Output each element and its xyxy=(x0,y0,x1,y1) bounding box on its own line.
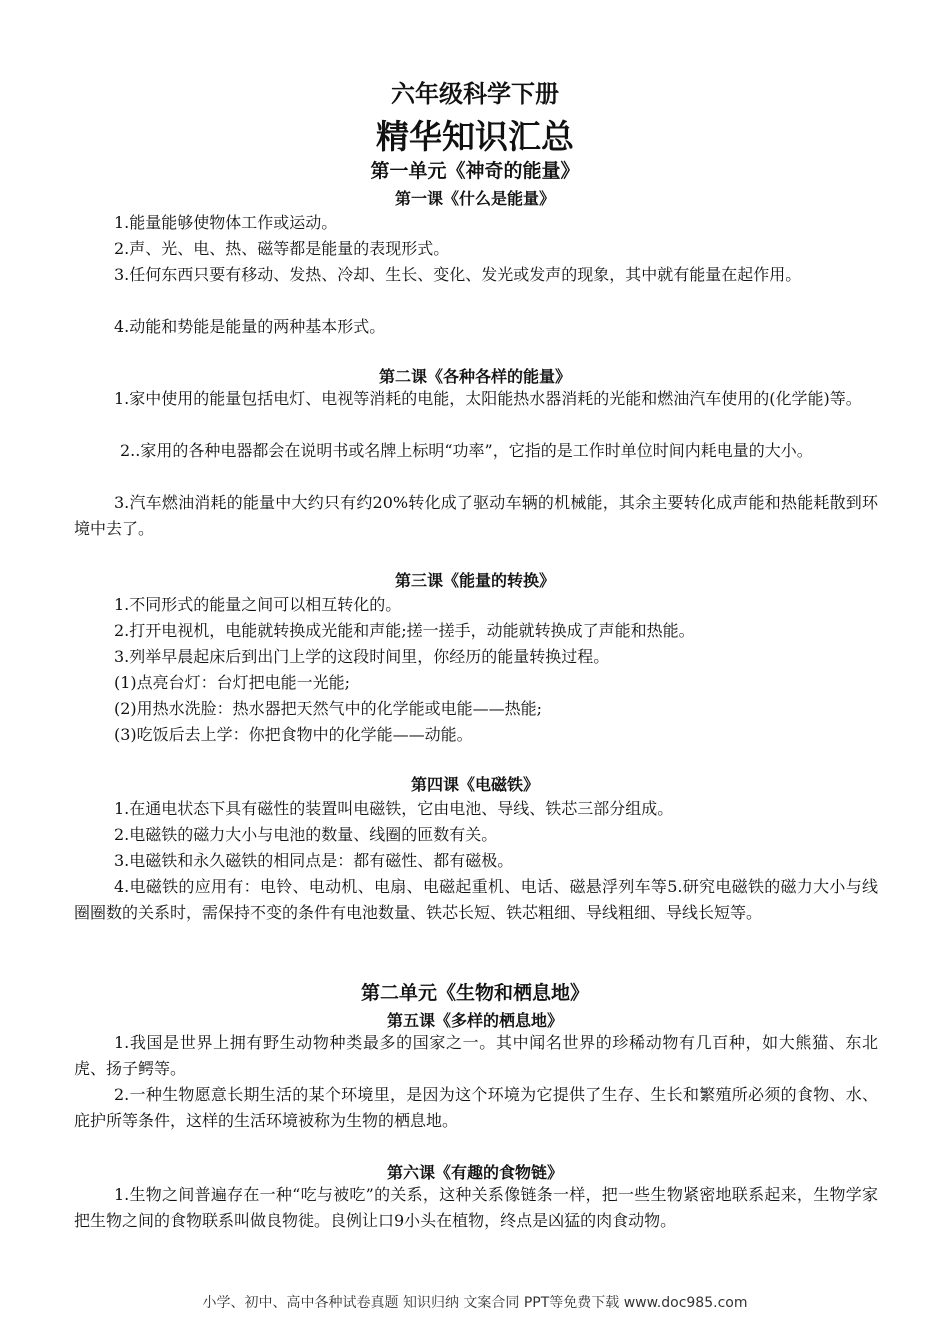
lesson-heading: 第四课《电磁铁》 xyxy=(410,775,539,794)
lesson-heading: 第五课《多样的栖息地》 xyxy=(386,1011,563,1030)
paragraph: 4.动能和势能是能量的两种基本形式。 xyxy=(114,317,386,336)
paragraph: 1.能量能够使物体工作或运动。 xyxy=(114,213,338,232)
document-title: 六年级科学下册 xyxy=(391,80,559,108)
unit-heading: 第一单元《神奇的能量》 xyxy=(370,160,580,182)
paragraph: 3.列举早晨起床后到出门上学的这段时间里，你经历的能量转换过程。 xyxy=(114,647,610,666)
paragraph: (2)用热水洗脸：热水器把天然气中的化学能或电能——热能; xyxy=(114,699,543,718)
paragraph: 3.电磁铁和永久磁铁的相同点是：都有磁性、都有磁极。 xyxy=(114,851,514,870)
paragraph: 1.生物之间普遍存在一种“吃与被吃”的关系，这种关系像链条一样，把一些生物紧密地联系起来，生物学家把生物之间的食物联系叫做良物徙。良例让口9小头在植物，终点是凶猛的肉食动物。 xyxy=(74,1185,878,1230)
paragraph: 2.电磁铁的磁力大小与电池的数量、线圈的匝数有关。 xyxy=(114,825,498,844)
paragraph: (1)点亮台灯：台灯把电能一光能; xyxy=(114,673,351,692)
document-subtitle: 精华知识汇总 xyxy=(376,117,574,156)
lesson-heading: 第六课《有趣的食物链》 xyxy=(386,1163,563,1182)
lesson-heading: 第二课《各种各样的能量》 xyxy=(378,367,571,386)
paragraph: 2.打开电视机，电能就转换成光能和声能;搓一搓手，动能就转换成了声能和热能。 xyxy=(114,621,695,640)
paragraph: 2.一种生物愿意长期生活的某个环境里，是因为这个环境为它提供了生存、生长和繁殖所必须的食物、水、庇护所等条件，这样的生活环境被称为生物的栖息地。 xyxy=(74,1085,878,1130)
unit-heading: 第二单元《生物和栖息地》 xyxy=(360,982,589,1004)
lesson-heading: 第三课《能量的转换》 xyxy=(394,571,555,590)
paragraph: 1.我国是世界上拥有野生动物种类最多的国家之一。其中闻名世界的珍稀动物有几百种，如大熊猫、东北虎、扬子鳄等。 xyxy=(74,1033,878,1078)
paragraph: 2.声、光、电、热、磁等都是能量的表现形式。 xyxy=(114,239,450,258)
paragraph: (3)吃饭后去上学：你把食物中的化学能——动能。 xyxy=(114,725,473,744)
lesson-heading: 第一课《什么是能量》 xyxy=(394,189,555,208)
footer-text: 小学、初中、高中各种试卷真题 知识归纳 文案合同 PPT等免费下载 www.doc985.com xyxy=(202,1295,748,1311)
paragraph: 4.电磁铁的应用有：电铃、电动机、电扇、电磁起重机、电话、磁悬浮列车等5.研究电磁铁的磁力大小与线圈圈数的关系时，需保持不变的条件有电池数量、铁芯长短、铁芯粗细、导线粗细、导线长短等。 xyxy=(74,877,878,922)
paragraph: 1.不同形式的能量之间可以相互转化的。 xyxy=(114,595,402,614)
paragraph: 1.在通电状态下具有磁性的装置叫电磁铁，它由电池、导线、铁芯三部分组成。 xyxy=(114,799,674,818)
paragraph: 3.任何东西只要有移动、发热、冷却、生长、变化、发光或发声的现象，其中就有能量在起作用。 xyxy=(114,265,802,284)
paragraph: 1.家中使用的能量包括电灯、电视等消耗的电能，太阳能热水器消耗的光能和燃油汽车使用的(化学能)等。 xyxy=(114,389,862,408)
paragraph: 3.汽车燃油消耗的能量中大约只有约20%转化成了驱动车辆的机械能，其余主要转化成声能和热能耗散到环境中去了。 xyxy=(74,493,878,538)
paragraph: 2..家用的各种电器都会在说明书或名牌上标明“功率”，它指的是工作时单位时间内耗电量的大小。 xyxy=(120,441,813,460)
